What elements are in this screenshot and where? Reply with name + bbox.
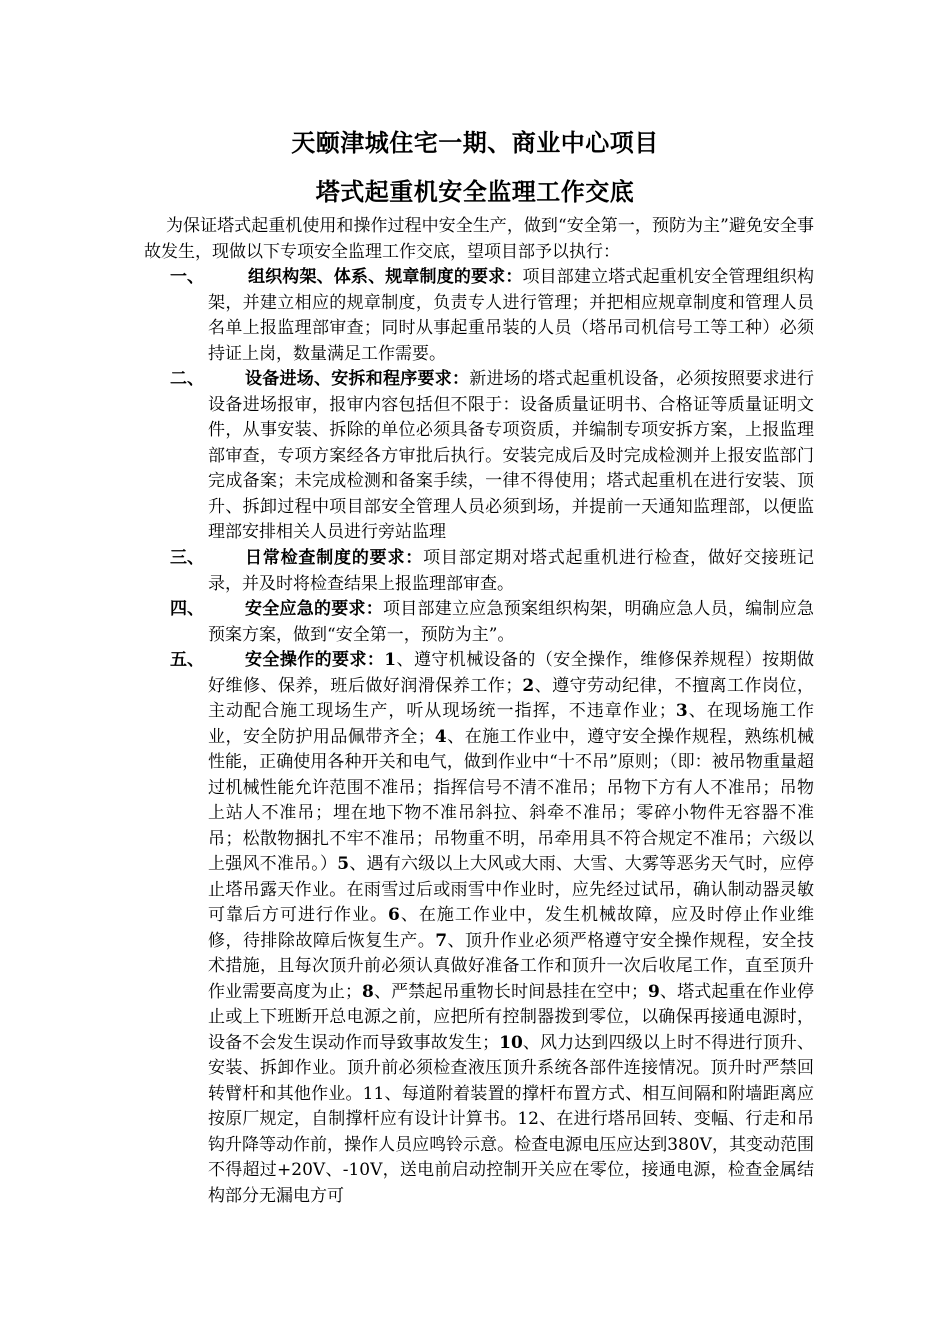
section-4	[144, 597, 814, 648]
section-number: 四、	[170, 599, 204, 619]
section-heading: 日常检查制度的要求：	[245, 548, 424, 568]
rule-text: 、遵守劳动纪律，不擅离工作岗位，主动配合施工现场生产，听从现场统一指挥，不违章作业；	[208, 675, 815, 721]
intro-paragraph: 为保证塔式起重机使用和操作过程中安全生产，做到“安全第一，预防为主”避免安全事故发生，现做以下专项安全监理工作交底，望项目部予以执行：	[144, 216, 814, 262]
section-body	[208, 546, 814, 597]
rule-number: 3	[675, 701, 688, 721]
section-heading: 组织构架、体系、规章制度的要求：	[248, 267, 523, 287]
section-3	[144, 546, 814, 597]
section-number: 二、	[170, 369, 204, 389]
section-2	[144, 367, 814, 546]
section-body	[208, 265, 814, 367]
rule-text: 、遇有六级以上大风或大雨、大雪、大雾等恶劣天气时，应停止塔吊露天作业。在雨雪过后或雨雪中作业时，应先经过试吊，确认制动器灵敏可靠后方可进行作业。	[208, 854, 814, 925]
rule-text: 、在现场施工作业，安全防护用品佩带齐全；	[208, 701, 815, 747]
rule-text: 、风力达到四级以上时不得进行顶升、安装、拆卸作业。顶升前必须检查液压顶升系统各部件连接情况。顶升时严禁回转臂杆和其他作业。11、每道附着装置的撑杆布置方式、相互间隔和附墙距离应按原厂规定，自制撑杆应有设计计算书。12、在进行塔吊回转、变幅、行走和吊钩升降等动作前，操作人员应鸣铃示意。检查电源电压应达到380V，其变动范围不得超过+20V、-10V，送电前启动控制开关应在零位，接通电源，检查金属结构部分无漏电方可	[208, 1032, 815, 1206]
document-subtitle: 塔式起重机安全监理工作交底	[315, 177, 635, 206]
rule-text: 、遵守机械设备的（安全操作，维修保养规程）按期做好维修、保养，班后做好润滑保养工作；	[208, 650, 815, 696]
rule-number: 8	[362, 981, 374, 1002]
rule-number: 5	[337, 854, 350, 874]
section-body	[208, 648, 814, 1209]
document-title: 天颐津城住宅一期、商业中心项目	[291, 128, 659, 157]
section-text: 新进场的塔式起重机设备，必须按照要求进行设备进场报审，报审内容包括但不限于：设备质量证明书、合格证等质量证明文件，从事安装、拆除的单位必须具备专项资质，并编制专项安拆方案，上报监理部审查，专项方案经各方审批后执行。安装完成后及时完成检测并上报安监部门完成备案；未完成检测和备案手续，一律不得使用；塔式起重机在进行安装、顶升、拆卸过程中项目部安全管理人员必须到场，并提前一天通知监理部，以便监理部安排相关人员进行旁站监理	[208, 369, 814, 542]
section-5	[144, 648, 814, 1209]
section-body	[208, 597, 814, 648]
rule-text: 、严禁起吊重物长时间悬挂在空中；	[373, 981, 648, 1002]
rule-number: 1	[384, 650, 397, 670]
rule-number: 2	[522, 675, 535, 696]
rule-number: 4	[434, 726, 447, 747]
section-text: 项目部建立塔式起重机安全管理组织构架，并建立相应的规章制度，负责专人进行管理；并把相应规章制度和管理人员名单上报监理部审查；同时从事起重吊装的人员（塔吊司机信号工等工种）必须持证上岗，数量满足工作需要。	[208, 267, 814, 364]
rule-text: 、在施工作业中，遵守安全操作规程，熟练机械性能，正确使用各种开关和电气，做到作业中“十不吊”原则；（即：被吊物重量超过机械性能允许范围不准吊；指挥信号不清不准吊；吊物下方有人不准吊；吊物上站人不准吊；埋在地下物不准吊斜拉、斜牵不准吊；零碎小物件无容器不准吊；松散物捆扎不牢不准吊；吊物重不明，吊牵用具不符合规定不准吊；六级以上强风不准吊。）	[208, 726, 814, 874]
section-heading: 设备进场、安拆和程序要求：	[245, 369, 470, 389]
section-text: 项目部建立应急预案组织构架，明确应急人员，编制应急预案方案，做到“安全第一，预防为主”。	[208, 599, 814, 645]
rule-number: 9	[647, 981, 660, 1002]
rule-number: 10	[499, 1032, 523, 1053]
rule-text: 、顶升作业必须严格遵守安全操作规程，安全技术措施，且每次顶升前必须认真做好准备工作和顶升一次后收尾工作，直至顶升作业需要高度为止；	[208, 930, 815, 1002]
section-number: 一、	[170, 267, 204, 287]
section-text: 项目部定期对塔式起重机进行检查，做好交接班记录，并及时将检查结果上报监理部审查。	[208, 548, 815, 594]
section-number: 五、	[170, 650, 204, 670]
section-heading: 安全操作的要求：	[245, 650, 385, 670]
section-1	[144, 265, 814, 367]
rule-number: 6	[388, 905, 400, 925]
section-heading: 安全应急的要求：	[245, 599, 383, 619]
rule-text: 、塔式起重在作业停止或上下班断开总电源之前，应把所有控制器拨到零位，以确保再接通电源时，设备不会发生误动作而导致事故发生；	[208, 981, 815, 1053]
rule-number: 7	[435, 930, 448, 951]
section-body	[208, 367, 814, 546]
section-text	[208, 650, 814, 1206]
rule-text: 、在施工作业中，发生机械故障，应及时停止作业维修，待排除故障后恢复生产。	[208, 905, 814, 951]
section-number: 三、	[170, 548, 204, 568]
